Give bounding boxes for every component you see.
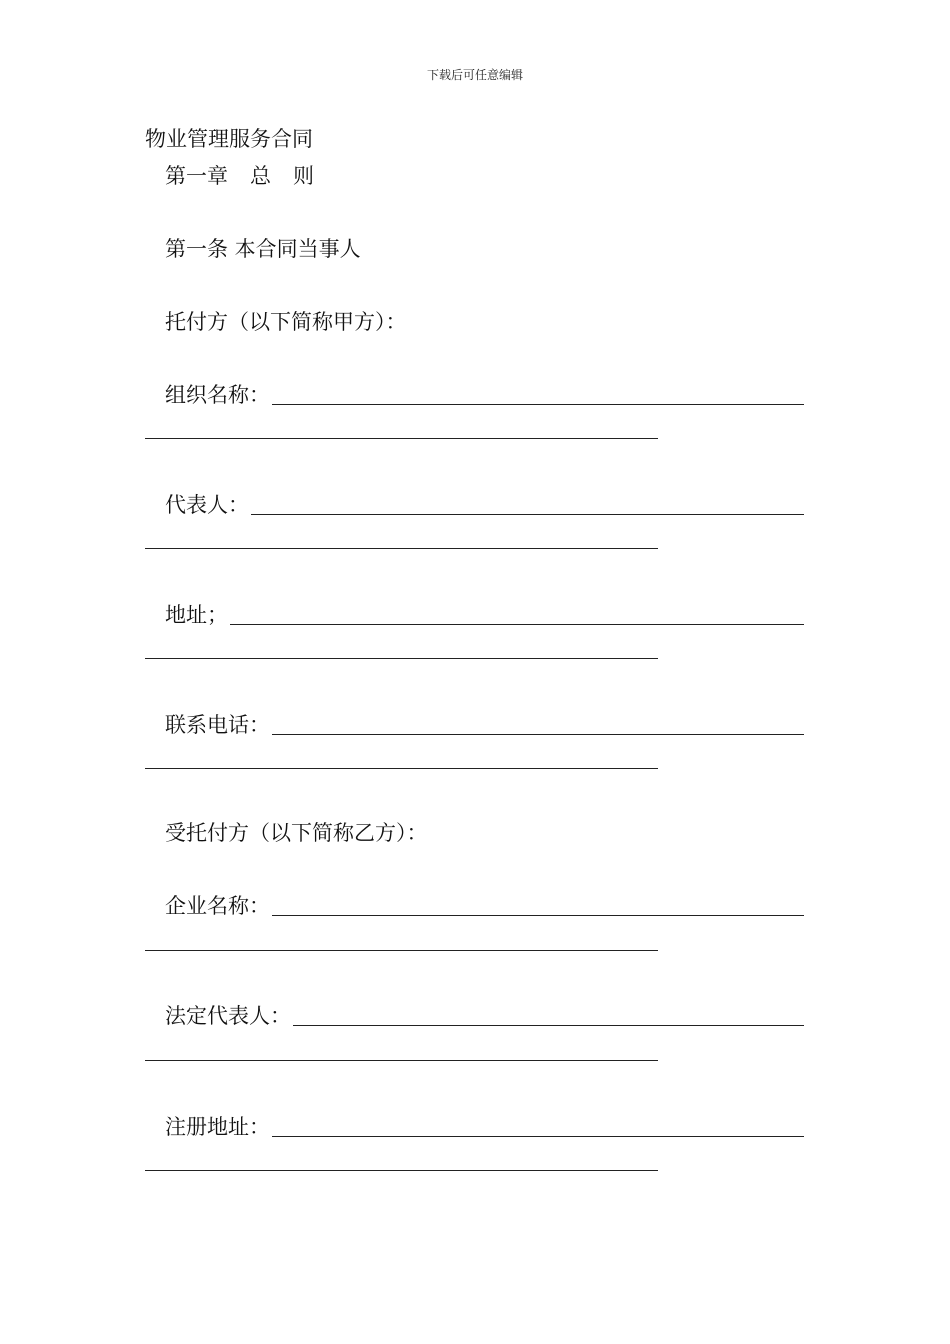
address-label: 地址； xyxy=(165,603,228,627)
chapter-name-part2: 则 xyxy=(293,164,314,188)
representative-label: 代表人： xyxy=(165,493,249,517)
phone-continuation-line[interactable] xyxy=(145,768,658,769)
party-b-reg-address-field[interactable] xyxy=(165,1110,804,1140)
header-note: 下载后可任意编辑 xyxy=(426,68,523,82)
document-title: 物业管理服务合同 xyxy=(145,127,313,151)
reg-address-label: 注册地址： xyxy=(165,1115,270,1139)
representative-continuation-line[interactable] xyxy=(145,548,658,549)
party-a-heading: 托付方（以下简称甲方）： xyxy=(165,310,407,334)
address-blank[interactable] xyxy=(230,624,804,625)
chapter-name-part1: 总 xyxy=(250,164,271,188)
phone-label: 联系电话： xyxy=(165,713,270,737)
party-a-phone-field[interactable] xyxy=(165,708,804,738)
article-heading: 第一条 本合同当事人 xyxy=(165,237,361,261)
phone-blank[interactable] xyxy=(272,734,804,735)
chapter-heading xyxy=(165,160,314,190)
party-b-legal-rep-field[interactable] xyxy=(165,999,804,1029)
org-name-blank[interactable] xyxy=(272,404,804,405)
party-b-heading: 受托付方（以下简称乙方）： xyxy=(165,821,428,845)
company-name-blank[interactable] xyxy=(272,915,804,916)
legal-rep-continuation-line[interactable] xyxy=(145,1060,658,1061)
org-name-label: 组织名称： xyxy=(165,383,270,407)
reg-address-continuation-line[interactable] xyxy=(145,1170,658,1171)
party-b-company-name-field[interactable] xyxy=(165,889,804,919)
chapter-number: 第一章 xyxy=(165,164,228,188)
party-a-org-name-field[interactable] xyxy=(165,378,804,408)
representative-blank[interactable] xyxy=(251,514,804,515)
company-name-continuation-line[interactable] xyxy=(145,950,658,951)
party-a-address-field[interactable] xyxy=(165,598,804,628)
reg-address-blank[interactable] xyxy=(272,1136,804,1137)
org-name-continuation-line[interactable] xyxy=(145,438,658,439)
legal-rep-label: 法定代表人： xyxy=(165,1004,291,1028)
company-name-label: 企业名称： xyxy=(165,894,270,918)
legal-rep-blank[interactable] xyxy=(293,1025,804,1026)
address-continuation-line[interactable] xyxy=(145,658,658,659)
party-a-representative-field[interactable] xyxy=(165,488,804,518)
